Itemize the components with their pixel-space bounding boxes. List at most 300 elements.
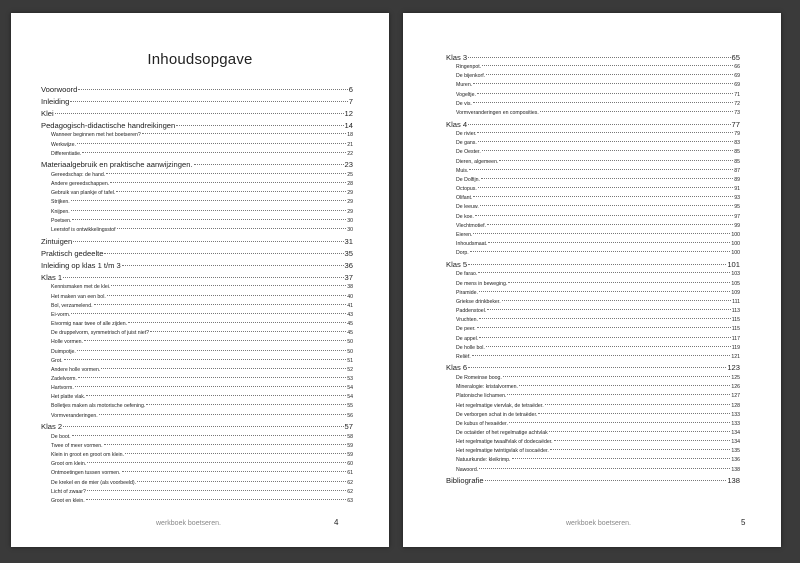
toc-entry-page: 71 (734, 91, 740, 98)
toc-entry-page: 138 (727, 476, 740, 486)
toc-entry-title: De krekel en de mier (als voorbeeld). (51, 479, 137, 486)
toc-entry-title: Het maken van een bol. (51, 293, 106, 300)
toc-section-entry (446, 91, 740, 100)
toc-entry-page: 135 (731, 448, 740, 455)
toc-entry-title: Bolletjes maken als motorische oefening. (51, 403, 146, 410)
toc-entry-title: De Oester. (456, 149, 481, 156)
toc-list-right (446, 51, 740, 487)
toc-entry-page: 43 (347, 311, 353, 318)
dot-leader (554, 440, 731, 441)
dot-leader (117, 228, 347, 229)
toc-entry-page: 21 (347, 141, 353, 148)
dot-leader (479, 468, 730, 469)
toc-entry-page: 6 (348, 84, 353, 94)
toc-entry-page: 99 (734, 222, 740, 229)
dot-leader (473, 233, 730, 234)
toc-entry-title: Klei (41, 108, 54, 118)
toc-chapter-entry (446, 120, 740, 131)
dot-leader (477, 93, 733, 94)
dot-leader (99, 414, 347, 415)
toc-entry-title: Bibliografie (446, 476, 484, 486)
toc-entry-page: 109 (731, 289, 740, 296)
dot-leader (473, 102, 733, 103)
toc-entry-page: 59 (347, 452, 353, 459)
toc-entry-title: Griekse drinkbeker. (456, 298, 501, 305)
toc-entry-page: 7 (348, 96, 353, 106)
toc-section-entry (446, 249, 740, 258)
toc-entry-title: Strijken. (51, 199, 70, 206)
toc-entry-page: 23 (344, 160, 353, 170)
dot-leader (87, 490, 346, 491)
toc-section-entry (446, 139, 740, 148)
toc-section-entry (41, 320, 353, 329)
toc-entry-page: 55 (347, 403, 353, 410)
toc-entry-title: Groot en klein. (51, 497, 85, 504)
toc-entry-page: 57 (344, 422, 353, 432)
dot-leader (502, 300, 731, 301)
toc-section-entry (446, 148, 740, 157)
toc-entry-page: 87 (734, 167, 740, 174)
toc-entry-page: 73 (734, 109, 740, 116)
toc-entry-title: Poetsen. (51, 217, 72, 224)
toc-entry-page: 56 (347, 412, 353, 419)
toc-entry-title: Wanneer beginnen met het boetseren? (51, 132, 141, 139)
toc-entry-page: 89 (734, 176, 740, 183)
dot-leader (512, 458, 731, 459)
toc-entry-page: 65 (731, 52, 740, 62)
toc-section-entry (446, 231, 740, 240)
toc-entry-title: Vlechtmotief. (456, 222, 486, 229)
toc-section-entry (446, 289, 740, 298)
toc-entry-title: Natuurkunde: kleikrimp. (456, 457, 511, 464)
toc-chapter-entry (41, 273, 353, 284)
toc-section-entry (41, 366, 353, 375)
dot-leader (146, 404, 346, 405)
toc-entry-title: Vogeltje. (456, 91, 476, 98)
toc-section-entry (446, 298, 740, 307)
toc-entry-page: 30 (347, 226, 353, 233)
toc-entry-page: 62 (347, 488, 353, 495)
toc-section-entry (446, 240, 740, 249)
toc-entry-title: Dieren, algemeen. (456, 158, 499, 165)
dot-leader (488, 242, 730, 243)
dot-leader (477, 327, 731, 328)
toc-entry-title: De verborgen schat in de tetraëder. (456, 411, 538, 418)
toc-section-entry (446, 203, 740, 212)
toc-section-entry (446, 316, 740, 325)
dot-leader (468, 367, 726, 368)
toc-section-entry (41, 180, 353, 189)
toc-entry-page: 52 (347, 366, 353, 373)
toc-entry-page: 111 (732, 298, 740, 305)
toc-entry-title: De holle bol. (456, 344, 485, 351)
toc-section-entry (446, 438, 740, 447)
toc-section-entry (446, 194, 740, 203)
dot-leader (82, 152, 346, 153)
toc-entry-page: 53 (347, 375, 353, 382)
toc-entry-title: Knijpen. (51, 208, 70, 215)
dot-leader (125, 453, 346, 454)
dot-leader (75, 386, 346, 387)
toc-section-entry (41, 208, 353, 217)
toc-entry-title: De peer. (456, 326, 476, 333)
dot-leader (472, 355, 731, 356)
toc-section-entry (446, 72, 740, 81)
toc-entry-title: Ringenpot. (456, 64, 482, 71)
dot-leader (477, 132, 733, 133)
dot-leader (86, 499, 346, 500)
toc-section-entry (41, 329, 353, 338)
toc-entry-title: Nawoord. (456, 466, 479, 473)
toc-entry-page: 12 (344, 108, 353, 118)
toc-entry-title: Twee of meer vormen. (51, 443, 103, 449)
left-page (11, 13, 389, 547)
toc-section-entry (41, 131, 353, 140)
dot-leader (473, 196, 733, 197)
dot-leader (473, 83, 733, 84)
toc-chapter-entry (41, 422, 353, 433)
dot-leader (468, 264, 726, 265)
dot-leader (71, 210, 346, 211)
toc-chapter-entry (446, 476, 740, 487)
page-number: 4 (334, 518, 339, 527)
toc-section-entry (446, 466, 740, 475)
dot-leader (482, 150, 733, 151)
dot-leader (468, 57, 730, 58)
toc-entry-page: 60 (347, 461, 353, 468)
toc-section-entry (41, 433, 353, 442)
toc-section-entry (41, 171, 353, 180)
toc-section-entry (446, 63, 740, 72)
toc-entry-title: Pedagogisch-didactische handreikingen (41, 120, 176, 130)
toc-entry-page: 100 (731, 250, 740, 257)
toc-entry-page: 77 (731, 119, 740, 129)
toc-entry-page: 138 (731, 466, 740, 473)
dot-leader (480, 205, 733, 206)
toc-section-entry (41, 311, 353, 320)
toc-entry-title: De druppelvorm, symmetrisch of juist niet? (51, 330, 150, 337)
toc-entry-title: Vormveranderingen en composities. (456, 109, 539, 116)
toc-section-entry (446, 185, 740, 194)
toc-entry-title: Piramide. (456, 289, 478, 296)
toc-entry-page: 126 (731, 384, 740, 391)
toc-entry-title: Duimpotje. (51, 348, 76, 355)
toc-entry-page: 133 (731, 411, 740, 418)
dot-leader (77, 350, 346, 351)
toc-section-entry (41, 402, 353, 411)
toc-entry-page: 45 (347, 321, 353, 328)
dot-leader (470, 251, 731, 252)
toc-entry-title: Olifant. (456, 195, 473, 202)
toc-section-entry (41, 451, 353, 460)
toc-section-entry (446, 411, 740, 420)
toc-section-entry (446, 447, 740, 456)
dot-leader (122, 471, 347, 472)
dot-leader (110, 182, 346, 183)
toc-section-entry (446, 344, 740, 353)
toc-entry-page: 95 (734, 204, 740, 211)
toc-entry-title: De vis. (456, 100, 472, 107)
toc-entry-page: 85 (734, 158, 740, 165)
toc-entry-title: De boot. (51, 433, 71, 440)
dot-leader (128, 322, 346, 323)
toc-section-entry (446, 109, 740, 118)
toc-section-entry (446, 392, 740, 401)
toc-entry-page: 97 (734, 213, 740, 220)
toc-entry-title: Muren. (456, 82, 473, 89)
toc-entry-title: Octopus. (456, 186, 477, 193)
toc-entry-page: 103 (731, 271, 740, 278)
toc-section-entry (41, 384, 353, 393)
toc-entry-title: Klas 3 (446, 52, 468, 62)
toc-entry-title: De rivier. (456, 131, 477, 138)
dot-leader (63, 277, 343, 278)
dot-leader (55, 113, 344, 114)
toc-entry-page: 83 (734, 140, 740, 147)
toc-entry-title: Materiaalgebruik en praktische aanwijzingen. (41, 160, 193, 170)
toc-section-entry (41, 375, 353, 384)
toc-entry-page: 119 (731, 344, 740, 351)
toc-entry-page: 63 (347, 497, 353, 504)
toc-entry-title: Inleiding (41, 96, 70, 106)
toc-entry-title: Ontmoetingen tussen vormen. (51, 470, 121, 477)
dot-leader (481, 178, 733, 179)
toc-section-entry (41, 393, 353, 402)
toc-entry-page: 100 (731, 231, 740, 238)
toc-entry-title: De farao. (456, 271, 478, 278)
toc-chapter-entry (446, 260, 740, 271)
toc-entry-title: Eieren. (456, 231, 473, 238)
toc-entry-title: Zintuigen (41, 236, 73, 246)
toc-entry-page: 79 (734, 131, 740, 138)
toc-entry-page: 50 (347, 348, 353, 355)
dot-leader (507, 394, 730, 395)
toc-entry-page: 54 (347, 385, 353, 392)
dot-leader (479, 337, 731, 338)
toc-entry-title: Ei-vorm. (51, 311, 71, 318)
toc-entry-page: 50 (347, 339, 353, 346)
toc-entry-title: Vormveranderingen. (51, 412, 98, 419)
toc-entry-page: 35 (344, 248, 353, 258)
toc-entry-title: De octaëder of het regelmatige achtvlak (456, 430, 548, 436)
toc-entry-title: Klas 2 (41, 422, 63, 432)
toc-section-entry (41, 488, 353, 497)
toc-entry-title: Licht of zwaar? (51, 488, 86, 495)
toc-entry-title: De kubus of hexaëder. (456, 420, 508, 427)
toc-entry-page: 41 (347, 302, 353, 309)
toc-section-entry (446, 167, 740, 176)
dot-leader (116, 191, 346, 192)
dot-leader (478, 272, 730, 273)
dot-leader (101, 368, 346, 369)
toc-section-entry (446, 353, 740, 362)
toc-entry-page: 31 (344, 236, 353, 246)
dot-leader (137, 481, 346, 482)
dot-leader (106, 173, 346, 174)
toc-entry-title: Hartvorm. (51, 385, 74, 392)
toc-section-entry (41, 338, 353, 347)
toc-chapter-entry (41, 85, 353, 96)
dot-leader (478, 187, 733, 188)
toc-entry-title: Leerstof is ontwikkelingsstof (51, 226, 116, 233)
toc-chapter-entry (41, 249, 353, 260)
toc-entry-title: Platonische lichamen. (456, 393, 507, 400)
toc-section-entry (446, 176, 740, 185)
dot-leader (111, 285, 346, 286)
toc-section-entry (41, 412, 353, 421)
toc-section-entry (446, 456, 740, 465)
dot-leader (87, 462, 346, 463)
toc-chapter-entry (41, 237, 353, 248)
toc-entry-page: 69 (734, 73, 740, 80)
toc-entry-title: Werkwijze. (51, 141, 76, 148)
toc-section-entry (446, 420, 740, 429)
toc-entry-page: 59 (347, 443, 353, 449)
toc-section-entry (446, 325, 740, 334)
toc-entry-title: Klas 5 (446, 259, 468, 269)
toc-entry-page: 123 (727, 363, 740, 373)
toc-section-entry (41, 293, 353, 302)
toc-entry-page: 25 (347, 171, 353, 178)
dot-leader (142, 133, 346, 134)
toc-entry-title: Reliëf. (456, 353, 471, 360)
toc-entry-title: Andere holle vormen. (51, 366, 101, 373)
toc-entry-page: 45 (347, 330, 353, 337)
dot-leader (486, 74, 733, 75)
dot-leader (487, 224, 733, 225)
toc-entry-title: Het platte vlak. (51, 394, 86, 401)
toc-entry-title: Differentiatie. (51, 150, 82, 157)
dot-leader (479, 318, 731, 319)
toc-entry-page: 30 (347, 217, 353, 224)
toc-entry-page: 128 (731, 402, 740, 409)
toc-entry-title: Muis. (456, 167, 469, 174)
dot-leader (194, 164, 344, 165)
dot-leader (499, 160, 733, 161)
dot-leader (72, 435, 347, 436)
toc-section-entry (446, 130, 740, 139)
toc-section-entry (446, 335, 740, 344)
dot-leader (84, 340, 346, 341)
dot-leader (86, 395, 346, 396)
toc-entry-page: 91 (734, 186, 740, 193)
toc-entry-page: 28 (347, 181, 353, 188)
toc-entry-page: 136 (731, 457, 740, 464)
toc-entry-title: Klas 1 (41, 272, 63, 282)
toc-entry-page: 36 (344, 260, 353, 270)
dot-leader (71, 313, 346, 314)
dot-leader (550, 449, 730, 450)
toc-entry-page: 69 (734, 82, 740, 89)
toc-entry-title: Klas 4 (446, 119, 468, 129)
toc-entry-page: 100 (731, 241, 740, 247)
dot-leader (104, 444, 347, 445)
toc-entry-title: Klas 6 (446, 363, 468, 373)
toc-entry-title: De appel. (456, 335, 479, 342)
toc-entry-page: 117 (731, 335, 740, 342)
toc-entry-page: 93 (734, 195, 740, 202)
dot-leader (549, 431, 731, 432)
dot-leader (122, 265, 344, 266)
page-number: 5 (741, 518, 746, 527)
toc-entry-page: 115 (731, 317, 740, 324)
toc-entry-page: 105 (731, 280, 740, 287)
dot-leader (70, 101, 347, 102)
toc-entry-page: 62 (347, 479, 353, 486)
toc-entry-title: Dorp. (456, 250, 469, 257)
dot-leader (77, 143, 346, 144)
toc-entry-title: Bol, verzamelend. (51, 302, 93, 309)
toc-entry-title: Inleiding op klas 1 t/m 3 (41, 260, 121, 270)
dot-leader (469, 169, 733, 170)
toc-entry-page: 134 (731, 430, 740, 436)
toc-section-entry (41, 141, 353, 150)
toc-section-entry (41, 198, 353, 207)
toc-entry-page: 134 (731, 439, 740, 446)
toc-entry-title: Groot om klein. (51, 461, 87, 468)
toc-list-left (41, 83, 353, 506)
dot-leader (487, 309, 730, 310)
toc-entry-title: Gebruik van plankje of tafel. (51, 190, 116, 197)
toc-chapter-entry (41, 97, 353, 108)
toc-chapter-entry (41, 261, 353, 272)
dot-leader (509, 422, 730, 423)
toc-entry-page: 115 (731, 326, 740, 333)
toc-section-entry (41, 357, 353, 366)
dot-leader (94, 304, 347, 305)
dot-leader (104, 253, 343, 254)
toc-entry-title: Paddenstoel. (456, 308, 487, 315)
toc-section-entry (41, 442, 353, 451)
dot-leader (503, 376, 730, 377)
toc-entry-page: 85 (734, 149, 740, 156)
toc-section-entry (446, 270, 740, 279)
toc-entry-page: 54 (347, 394, 353, 401)
toc-entry-title: Het regelmatige twintigvlak of isocaëder. (456, 448, 549, 455)
toc-section-entry (41, 283, 353, 292)
toc-section-entry (41, 497, 353, 506)
toc-entry-title: Mineralogie: kristalvormen. (456, 384, 518, 391)
toc-entry-page: 37 (344, 272, 353, 282)
dot-leader (71, 200, 346, 201)
dot-leader (107, 295, 346, 296)
toc-entry-title: Kennismaken met de klei. (51, 284, 111, 291)
toc-entry-title: Inhoudsmaat. (456, 241, 488, 247)
dot-leader (508, 282, 730, 283)
dot-leader (475, 215, 733, 216)
toc-section-entry (446, 213, 740, 222)
dot-leader (538, 413, 730, 414)
toc-entry-title: Andere gereedschappen. (51, 181, 110, 188)
toc-section-entry (41, 302, 353, 311)
dot-leader (468, 124, 730, 125)
toc-chapter-entry (41, 160, 353, 171)
toc-section-entry (41, 479, 353, 488)
toc-entry-title: Praktisch gedeelte (41, 248, 104, 258)
toc-section-entry (41, 150, 353, 159)
toc-chapter-entry (41, 121, 353, 132)
toc-entry-title: De gans. (456, 140, 477, 147)
toc-entry-title: Het regelmatige twaalfvlak of dodecaëder. (456, 439, 553, 446)
footer-text: werkboek boetseren. (566, 520, 631, 527)
dot-leader (78, 377, 346, 378)
toc-entry-title: Voorwoord (41, 84, 78, 94)
toc-section-entry (446, 402, 740, 411)
toc-entry-title: Holle vormen. (51, 339, 84, 346)
toc-entry-title: De mens in beweging. (456, 280, 508, 287)
toc-entry-page: 51 (347, 357, 353, 364)
toc-entry-title: De koe. (456, 213, 474, 220)
